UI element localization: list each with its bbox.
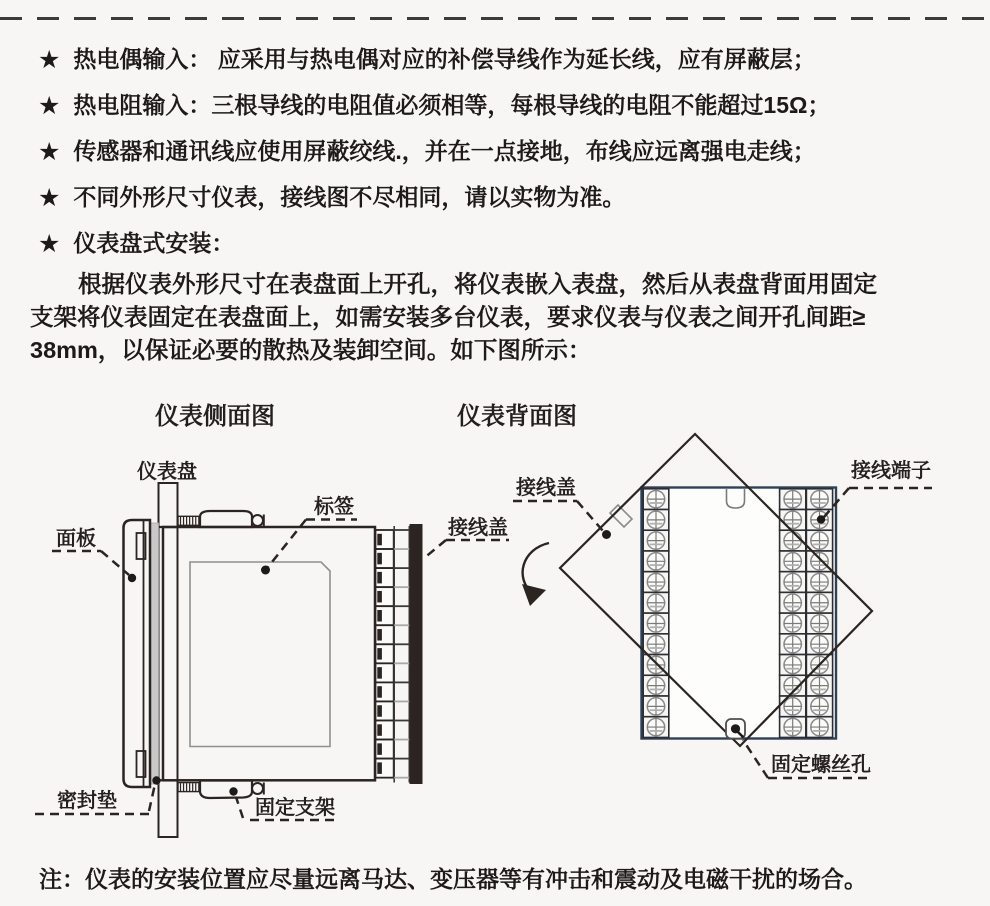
terminal-contact (377, 648, 382, 660)
sticker-area (190, 562, 330, 747)
terminal-contact (377, 686, 382, 698)
sticker-dot (261, 566, 270, 575)
terminal-screws-label: 接线端子 (851, 460, 931, 482)
star-bullet-icon: ★ (38, 230, 61, 258)
star-bullet-icon: ★ (38, 138, 61, 166)
bottom-fixing-bracket (200, 781, 252, 799)
gasket-label: 密封垫 (57, 790, 117, 812)
bracket-dot (229, 787, 237, 795)
bullet-text: 仪表盘式安装： (73, 230, 235, 256)
terminal-contact (377, 591, 382, 603)
front-bezel (124, 520, 151, 787)
terminal-contact (377, 629, 382, 641)
side-view-diagram (35, 459, 509, 837)
top-notch (727, 489, 745, 508)
star-bullet-icon: ★ (38, 184, 61, 212)
top-clamp-rod (178, 516, 200, 525)
terminal-contact (377, 667, 382, 679)
terminal-contact (377, 553, 382, 565)
back-terminal-cover-dot (602, 530, 611, 539)
panel-board-label: 仪表盘 (137, 461, 197, 483)
side-terminal-cells (376, 530, 394, 778)
gasket-dot (152, 776, 160, 784)
paragraph-line: 支架将仪表固定在表盘面上，如需安装多台仪表，要求仪表与仪表之间开孔间距≥ (30, 303, 866, 330)
screw-hole-leader (743, 740, 768, 778)
side-terminal-cover-leader (423, 540, 446, 559)
instrument-body (163, 527, 375, 780)
bracket-leader (236, 797, 243, 818)
back-terminal-cover-label: 接线盖 (516, 477, 576, 499)
side-view-title: 仪表侧面图 (155, 404, 275, 430)
bullet-text: 热电偶输入： 应采用与热电偶对应的补偿导线作为延长线，应有屏蔽层； (73, 46, 816, 72)
side-terminal-cover-label: 接线盖 (448, 517, 508, 539)
panel-wall (159, 483, 178, 837)
terminal-contact (377, 534, 382, 546)
terminal-contact (377, 705, 382, 717)
bullet-text: 传感器和通讯线应使用屏蔽绞线.，并在一点接地，布线应远离强电走线； (73, 138, 816, 164)
back-view-diagram (513, 434, 932, 778)
body-edges-through-wall (159, 527, 178, 780)
bottom-bracket-screw-head (252, 783, 263, 794)
bracket-label: 固定支架 (255, 797, 335, 819)
bottom-clamp-rod (178, 783, 200, 792)
terminal-contact (377, 610, 382, 622)
bullet-text: 热电阻输入：三根导线的电阻值必须相等，每根导线的电阻不能超过15Ω； (73, 92, 831, 118)
star-bullet-icon: ★ (38, 46, 61, 74)
top-rod-threads (181, 517, 199, 525)
front-panel-dot (128, 574, 136, 582)
terminal-contact (377, 572, 382, 584)
bottom-rod-threads (181, 783, 199, 791)
front-panel-leader (101, 551, 129, 575)
front-panel-label: 面板 (56, 528, 96, 550)
paragraph-line: 根据仪表外形尺寸在表盘面上开孔，将仪表嵌入表盘，然后从表盘背面用固定 (78, 271, 877, 297)
terminal-contact (377, 743, 382, 755)
bottom-note: 注：仪表的安装位置应尽量远离马达、变压器等有冲击和震动及电磁干扰的场合。 (39, 866, 867, 892)
terminal-ladder-rails (394, 526, 409, 783)
terminal-contact (377, 762, 382, 774)
terminal-cover-bar (410, 524, 423, 784)
top-bracket-screw-head (252, 515, 263, 526)
terminal-ladder-rungs (394, 530, 409, 778)
terminal-contact (377, 724, 382, 736)
screw-hole-label: 固定螺丝孔 (771, 754, 871, 776)
back-terminal-cover-leader (577, 501, 603, 531)
paragraph-line: 38mm，以保证必要的散热及装卸空间。如下图所示： (30, 336, 592, 363)
star-bullet-icon: ★ (38, 92, 61, 120)
back-view-title: 仪表背面图 (457, 404, 577, 430)
bullet-text: 不同外形尺寸仪表，接线图不尽相同，请以实物为准。 (73, 184, 626, 210)
sticker-label: 标签 (314, 496, 354, 518)
terminal-screws-dot (817, 515, 825, 523)
panel-wall-hatch (159, 483, 178, 837)
gasket-strip (150, 523, 159, 784)
rotate-arrow-head-icon (522, 584, 546, 606)
top-fixing-bracket (200, 511, 252, 527)
